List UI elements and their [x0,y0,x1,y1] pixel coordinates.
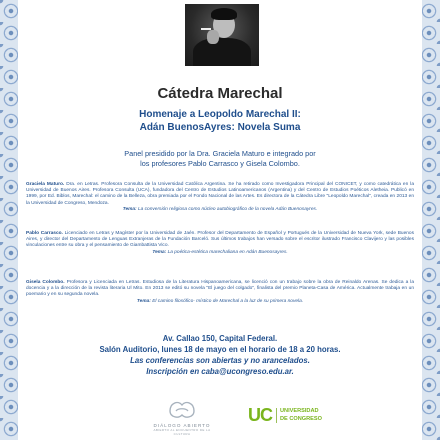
portrait-photo [185,4,259,66]
dialogo-abierto-logo [150,397,214,436]
page-title: Cátedra Marechal [157,85,283,102]
subtitle-line-2: Adán BuenosAyres: Novela Suma [139,122,301,133]
panel-line-1: Panel presidido por la Dra. Graciela Maturo e integrado por [124,149,316,158]
bio-name: Gisela Colombo. [26,280,65,285]
venue-schedule: Salón Auditorio, lunes 18 de mayo en el horario de 18 a 20 horas. [99,345,341,354]
poster-panel [18,0,422,440]
uc-line-1: UNIVERSIDAD [280,408,319,414]
bio-tema: Tema: El camino filosófico- místico de Marechal a la luz de su primera novela. [136,298,304,304]
universidad-de-congreso-logo [248,405,338,427]
bio-text: Licenciado en Letras y Magíster por la Universidad de Jaén. Profesor del Departamento de Español y Portugués de la Universidad de Nueva York, sede Buenos Aires, y director del Departamento de Lenguas Extranjeras de la Fundación Barceló. Sus últimos trabajos han versado sobre el escritor ilustrado Francisco Clavijero y las posibles vinculaciones entre su obra y el pensamiento de Giambattista Vico. [26,231,414,249]
bio-name: Graciela Maturo. [26,182,65,187]
uc-mark: UC [248,405,272,425]
venue-note: Las conferencias son abiertas y no arancelados. [130,356,310,365]
bio-name: Pablo Carrasco. [26,231,63,236]
panel-description [18,149,422,169]
venue-address: Av. Callao 150, Capital Federal. [162,334,278,343]
dialogo-abierto-icon [166,397,198,423]
bio-text: Dra. en Letras. Profesora Consulta de la Universidad Católica Argentina. Se ha retirado como Investigadora Principal del CONICET, y como catedrática en la Universidad de Buenos Aires. Profesora Consulta (UCA), fundadora del Centro de Estudios Latinoamericanos (Argentina) y del Centro de Estudios Poéticos Aletheia. Publicó en 1999, por Ed. Biblos, Marechal: el camino de la Belleza, obra premiada por el Fondo Nacional de las Artes. Es directora de la Cátedra Libre "Leopoldo Marechal", creada en 2013 en la Universidad de Congreso, Mendoza. [26,182,414,206]
subtitle-line-1: Homenaje a Leopoldo Marechal II: [139,109,301,120]
bio-text: Profesora y Licenciada en Letras. Estudiosa de la Literatura Hispanoamericana, se licenció con un trabajo sobre la obra de Reinaldo Arenas. Se dedica a la docencia y a la dirección de la revista literaria Ul Mito. En 2013 se editó su novela "El juego del colgado", finalista del premio Planeta-Casa de América. Actualmente trabaja en un poemario y en su segunda novela. [26,280,414,298]
dialogo-label: DIÁLOGO ABIERTO [153,423,211,428]
panel-line-2: los profesores Pablo Carrasco y Gisela Colombo. [140,159,300,168]
bio-maturo [26,182,414,213]
venue-inscription: Inscripción en caba@ucongreso.edu.ar. [146,367,294,376]
uc-line-2: DE CONGRESO [280,416,322,422]
bio-tema: Tema: La conversión religiosa como núcleo autobiográfico de la novela Adán Buenosayres. [122,206,318,212]
bio-colombo [26,280,414,305]
bio-carrasco [26,231,414,256]
logo-divider [276,408,277,423]
dialogo-tagline: ABIERTO AL ENCUENTRO DE LA CULTURA [153,428,211,436]
bio-tema: Tema: La poética-estética marechaliana en Adán Buenosayres. [152,249,288,255]
